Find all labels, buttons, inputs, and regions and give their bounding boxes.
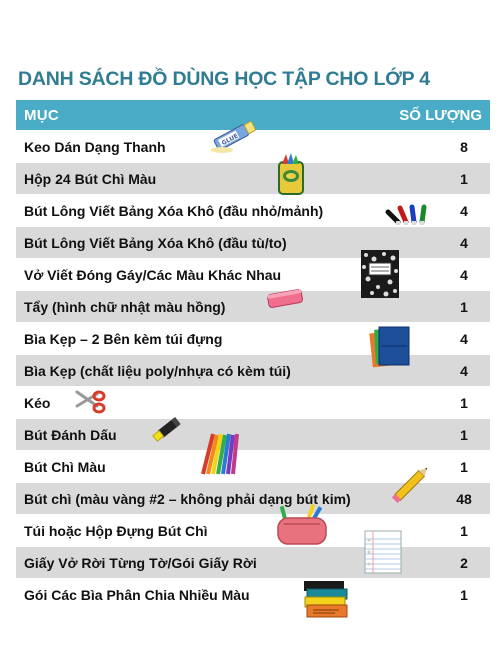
folders-icon xyxy=(369,324,411,368)
item-name: Kéo xyxy=(24,394,51,411)
markers-icon xyxy=(384,202,434,228)
table-row xyxy=(16,579,490,610)
item-qty: 1 xyxy=(460,458,468,475)
highlighter-icon xyxy=(150,414,186,444)
item-name: Túi hoặc Hộp Đựng Bút Chì xyxy=(24,522,208,539)
item-qty: 4 xyxy=(460,330,468,347)
item-qty: 1 xyxy=(460,426,468,443)
composition-notebook-icon xyxy=(360,249,400,299)
table-row xyxy=(16,291,490,322)
item-qty: 4 xyxy=(460,266,468,283)
scissors-icon xyxy=(73,388,107,416)
table-row xyxy=(16,227,490,258)
table-row xyxy=(16,355,490,386)
header-qty: SỐ LƯỢNG xyxy=(399,106,482,124)
item-name: Bút Lông Viết Bảng Xóa Khô (đầu nhỏ/mảnh) xyxy=(24,202,324,219)
glue-stick-icon xyxy=(208,116,260,156)
item-qty: 8 xyxy=(460,138,468,155)
item-name: Vở Viết Đóng Gáy/Các Màu Khác Nhau xyxy=(24,266,282,283)
page-title: DANH SÁCH ĐỒ DÙNG HỌC TẬP CHO LỚP 4 xyxy=(18,68,430,90)
table-row xyxy=(16,323,490,354)
item-name: Hộp 24 Bút Chì Màu xyxy=(24,170,157,187)
item-qty: 1 xyxy=(460,394,468,411)
item-qty: 48 xyxy=(456,490,472,507)
item-name: Gói Các Bìa Phân Chia Nhiều Màu xyxy=(24,586,250,603)
svg-text:GLUE: GLUE xyxy=(220,132,240,147)
item-qty: 4 xyxy=(460,234,468,251)
pencil-icon xyxy=(386,460,436,508)
crayon-box-icon xyxy=(276,152,306,196)
item-name: Bút Đánh Dấu xyxy=(24,426,117,443)
item-name: Bút chì (màu vàng #2 – không phải dạng bút kim) xyxy=(24,490,351,507)
item-qty: 1 xyxy=(460,170,468,187)
colored-pencils-icon xyxy=(197,430,243,476)
item-qty: 1 xyxy=(460,586,468,603)
dividers-icon xyxy=(303,577,349,621)
item-name: Giấy Vở Rời Từng Tờ/Gói Giấy Rời xyxy=(24,554,257,571)
table-row xyxy=(16,515,490,546)
item-name: Bút Lông Viết Bảng Xóa Khô (đầu tù/to) xyxy=(24,234,287,251)
eraser-icon xyxy=(265,286,305,310)
table-row xyxy=(16,163,490,194)
item-qty: 1 xyxy=(460,522,468,539)
supply-table xyxy=(16,100,490,610)
item-qty: 2 xyxy=(460,554,468,571)
pencil-pouch-icon xyxy=(274,504,330,548)
loose-leaf-paper-icon xyxy=(364,530,402,574)
table-row xyxy=(16,259,490,290)
table-row xyxy=(16,547,490,578)
header-item: MỤC xyxy=(24,106,60,124)
table-row xyxy=(16,419,490,450)
item-name: Keo Dán Dạng Thanh xyxy=(24,138,166,155)
item-name: Bút Chì Màu xyxy=(24,458,106,475)
item-name: Bìa Kẹp – 2 Bên kèm túi đựng xyxy=(24,330,223,347)
item-name: Bìa Kẹp (chất liệu poly/nhựa có kèm túi) xyxy=(24,362,291,379)
item-name: Tẩy (hình chữ nhật màu hồng) xyxy=(24,298,226,315)
item-qty: 1 xyxy=(460,298,468,315)
item-qty: 4 xyxy=(460,362,468,379)
item-qty: 4 xyxy=(460,202,468,219)
